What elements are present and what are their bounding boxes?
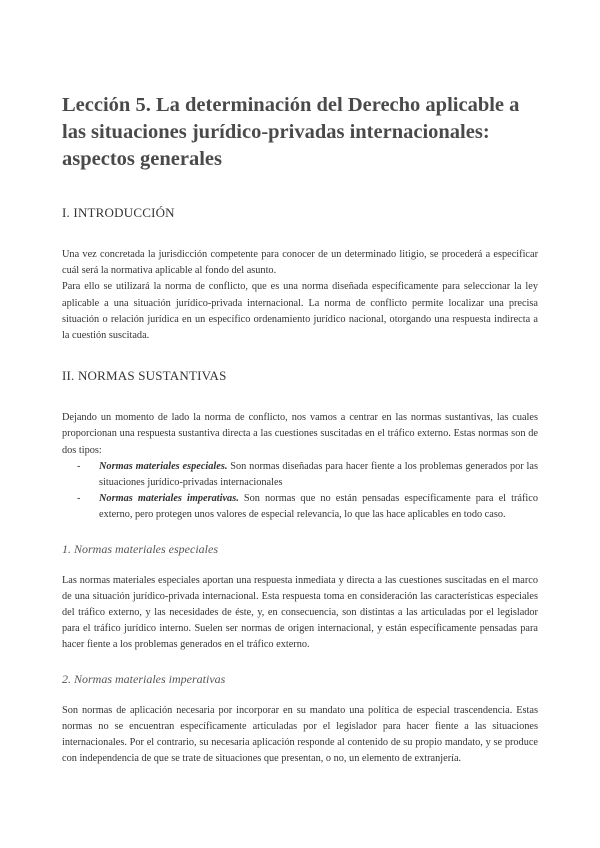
list-item (77, 491, 538, 523)
list-item-text: Son normas que no están pensadas específicamente para el tráfico externo, pero protegen unos valores de especial relevancia, lo que las hace aplicables en todo caso. (99, 493, 538, 521)
list-item-term: Normas materiales especiales. (99, 460, 228, 472)
section-heading-introduccion: I. INTRODUCCIÓN (62, 205, 175, 220)
document-page (62, 92, 538, 767)
list-item (77, 459, 538, 491)
section-heading-normas-sustantivas: II. NORMAS SUSTANTIVAS (62, 368, 227, 384)
intro-paragraph-2: Para ello se utilizará la norma de conflicto, que es una norma diseñada específicamente para seleccionar la ley aplicable a una situación jurídico-privada internacional. La norma de conflicto permite localizar una precisa situación o relación jurídica en un específico ordenamiento jurídico nacional, otorgando una respuesta indirecta a la cuestión suscitada. (62, 281, 538, 342)
list-item-term: Normas materiales imperativas. (99, 493, 239, 505)
dash-bullet: - (77, 460, 81, 472)
especiales-paragraph: Las normas materiales especiales aportan una respuesta inmediata y directa a las cuestiones suscitadas en el marco de una situación jurídico-privada internacional. Esta respuesta toma en consideración las características especiales del tráfico externo, y las necesidades de éste, y, en consecuencia, son distintas a las articuladas por el legislador para el tráfico jurídico interno. Suelen ser normas de origen internacional, y están específicamente pensadas para hacer fiente a los problemas generados en el tráfico externo. (62, 574, 538, 651)
imperativas-paragraph: Son normas de aplicación necesaria por incorporar en su mandato una política de especial trascendencia. Estas normas no se encuentran específicamente articuladas por el legislador para hacer fiente a las situaciones internacionales. Por el contrario, su necesaria aplicación responde al contenido de su propio mandato, y se produce con independencia de que se trate de situaciones que presentan, o no, un elemento de extranjería. (62, 704, 538, 765)
dash-bullet: - (77, 493, 81, 505)
intro-paragraph-1: Una vez concretada la jurisdicción competente para conocer de un determinado litigio, se procederá a especificar cuál será la normativa aplicable al fondo del asunto. (62, 249, 538, 277)
subsection-heading-especiales: 1. Normas materiales especiales (62, 541, 218, 556)
normas-types-list (62, 459, 538, 524)
subsection-heading-imperativas: 2. Normas materiales imperativas (62, 671, 226, 686)
normas-sustantivas-intro: Dejando un momento de lado la norma de conflicto, nos vamos a centrar en las normas sustantivas, las cuales proporcionan una respuesta sustantiva directa a las cuestiones suscitadas en el tráfico externo. Estas normas son de dos tipos: (62, 412, 538, 456)
lesson-title: Lección 5. La determinación del Derecho aplicable a las situaciones jurídico-privadas internacionales: aspectos generales (62, 94, 520, 170)
list-item-text: Son normas diseñadas para hacer fiente a los problemas generados por las situaciones jurídico-privadas internacionales (99, 460, 538, 489)
